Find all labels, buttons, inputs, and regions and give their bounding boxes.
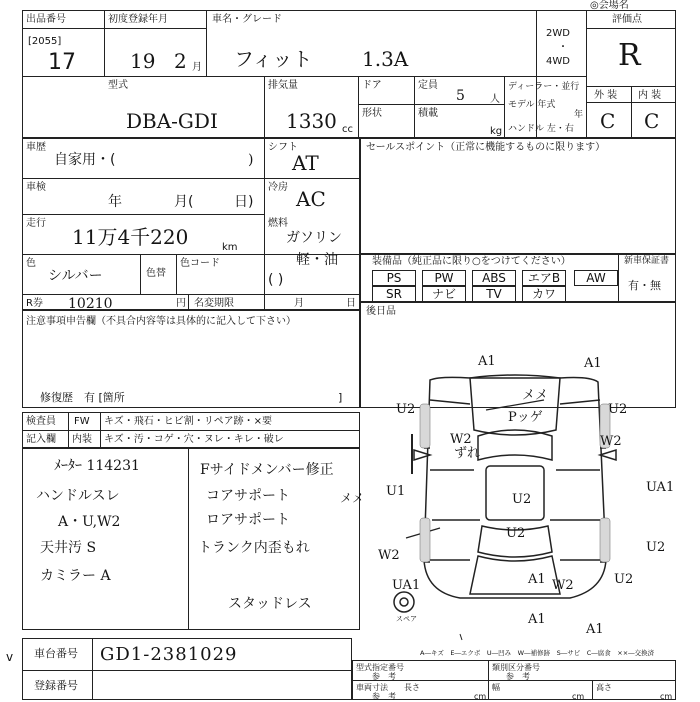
- door-label: ドア: [362, 80, 382, 91]
- selling-label: セールスポイント（正常に機能するものに限ります）: [366, 142, 606, 153]
- damage-mark: A1: [584, 356, 602, 371]
- equipment-item: ABS: [472, 270, 516, 286]
- fuel-value: ガソリン: [286, 230, 342, 246]
- recycle-unit: 円: [176, 298, 186, 309]
- load-label: 積載: [418, 108, 438, 119]
- notes-label: 注意事項申告欄（不具合内容等は具体的に記入して下さい）: [26, 316, 296, 327]
- history-label: 車歴: [26, 142, 46, 153]
- model-year-label: モデル 年式: [508, 100, 556, 110]
- handwritten-note: スタッドレス: [228, 596, 312, 612]
- height-unit: cm: [660, 692, 673, 701]
- class-label: 類別区分番号: [492, 663, 540, 672]
- capacity-unit: 人: [490, 94, 500, 105]
- shape-label: 形状: [362, 108, 382, 119]
- load-unit: kg: [490, 126, 503, 137]
- damage-mark: A1: [528, 612, 546, 627]
- handwritten-note: A・U,W2: [58, 514, 121, 530]
- drive-dot: ・: [558, 42, 568, 53]
- chassis-label: 車台番号: [34, 647, 78, 660]
- warranty-value: 有・無: [628, 279, 661, 292]
- damage-mark: W2: [600, 434, 622, 449]
- shift-label: シフト: [268, 142, 298, 153]
- color-code-label: 色コード: [180, 258, 220, 269]
- shift-value: AT: [292, 151, 319, 175]
- damage-mark: ずれ: [454, 446, 481, 461]
- equipment-item: カワ: [522, 286, 566, 302]
- name-change-month: 月: [294, 298, 304, 309]
- month-unit: 月: [192, 62, 202, 73]
- lot-label: 出品番号: [26, 14, 66, 25]
- damage-mark: U2: [614, 572, 634, 587]
- color-value: シルバー: [48, 268, 103, 284]
- spec-ref: 参 考: [372, 672, 396, 681]
- equipment-item: SR: [372, 286, 416, 302]
- damage-mark: U2: [506, 526, 526, 541]
- size-label: 車両寸法: [356, 683, 388, 692]
- first-reg-label: 初度登録年月: [108, 14, 168, 25]
- length-label: 長さ: [404, 683, 420, 692]
- fw-label: FW: [74, 416, 90, 427]
- first-reg-month: 2: [174, 49, 187, 73]
- handwritten-note: カミラー A: [40, 568, 111, 584]
- venue-label: ◎会場名: [590, 0, 629, 11]
- handwritten-note: ハンドルスレ: [36, 488, 120, 504]
- damage-mark: U1: [386, 484, 406, 499]
- name-change-label: 名変期限: [194, 298, 234, 309]
- repair-history: 修復歴 有 [箇所: [40, 391, 125, 404]
- dealer-label: ディーラー・並行: [508, 82, 580, 92]
- equipment-item: AW: [574, 270, 618, 286]
- handwritten-note: トランク内歪もれ: [198, 540, 310, 556]
- inspector-label: 検査員: [26, 416, 56, 427]
- damage-mark: W2: [378, 548, 400, 563]
- rating-value: R: [618, 38, 641, 73]
- handwritten-note: 天井汚 S: [40, 540, 97, 556]
- damage-mark: UA1: [392, 578, 421, 593]
- damage-mark: U2: [512, 492, 532, 507]
- model-label: 型式: [108, 80, 128, 91]
- lot-number: 17: [48, 50, 76, 75]
- capacity-value: 5: [456, 88, 465, 104]
- length-unit: cm: [474, 692, 487, 701]
- width-unit: cm: [572, 692, 585, 701]
- after-label: 後日品: [366, 306, 396, 317]
- damage-mark: U2: [646, 540, 666, 555]
- shaken-year: 年: [108, 194, 122, 210]
- damage-mark: W2: [552, 578, 574, 593]
- warranty-label: 新車保証書: [624, 256, 670, 266]
- mileage-value: 11万4千220: [72, 225, 189, 249]
- lot-code: [2055]: [28, 36, 62, 47]
- height-label: 高さ: [596, 683, 612, 692]
- handle-label: ハンドル 左・右: [508, 124, 574, 134]
- ac-value: AC: [296, 187, 326, 211]
- mileage-label: 走行: [26, 218, 46, 229]
- fuel-alt: 軽・油: [296, 252, 338, 268]
- damage-mark: U2: [608, 402, 628, 417]
- equipment-item: エアB: [522, 270, 566, 286]
- handwritten-note: ロアサポート: [206, 512, 290, 528]
- name-change-day: 日: [346, 298, 356, 309]
- equipment-item: PW: [422, 270, 466, 286]
- repair-close: ]: [338, 391, 343, 404]
- exterior-items: キズ・飛石・ヒビ割・リペア跡・×要: [104, 416, 272, 427]
- damage-mark: U2: [396, 402, 416, 417]
- handwritten-note: Fサイドメンバー修正: [200, 462, 334, 478]
- equipment-label: 装備品（純正品に限り○をつけてください）: [372, 256, 571, 267]
- exterior-grade: C: [600, 109, 616, 133]
- car-name-label: 車名・グレード: [212, 14, 282, 25]
- chassis-value: GD1-2381029: [100, 644, 238, 665]
- spare-label: スペア: [396, 615, 417, 623]
- rating-label: 評価点: [612, 14, 642, 25]
- interior-grade: C: [644, 109, 660, 133]
- damage-mark: A1: [478, 354, 496, 369]
- color-change-label: 色替: [146, 268, 166, 279]
- equipment-item: PS: [372, 270, 416, 286]
- shaken-month: 月(: [174, 194, 194, 210]
- class-ref: 参 考: [506, 672, 530, 681]
- disp-label: 排気量: [268, 80, 298, 91]
- disp-unit: cc: [342, 124, 353, 135]
- damage-mark: Pッゲ: [508, 410, 543, 425]
- handwritten-note: ﾒｰﾀｰ 114231: [54, 458, 140, 474]
- grade: 1.3A: [362, 47, 409, 71]
- interior-label2: 内装: [72, 434, 92, 445]
- handwritten-note: コアサポート: [206, 488, 290, 504]
- left-check-mark: v: [6, 650, 14, 664]
- interior-items: キズ・汚・コゲ・穴・ヌレ・キレ・破レ: [104, 434, 284, 445]
- damage-mark: A1: [528, 572, 546, 587]
- color-label: 色: [26, 258, 36, 269]
- mileage-unit: km: [222, 242, 238, 253]
- damage-legend: A―キズ E―エクボ U―凹み W―補修跡 S―サビ C―腐食 ××―交換済: [420, 649, 655, 657]
- model-value: DBA-GDI: [126, 109, 218, 133]
- interior-label: 内 装: [638, 90, 662, 101]
- damage-mark: UA1: [646, 480, 675, 495]
- disp-value: 1330: [286, 109, 337, 133]
- drive-4wd: 4WD: [546, 56, 570, 67]
- damage-mark: A1: [586, 622, 604, 637]
- exterior-label: 外 装: [594, 90, 618, 101]
- first-reg-year: 19: [130, 49, 156, 73]
- drive-2wd: 2WD: [546, 28, 570, 39]
- capacity-label: 定員: [418, 80, 438, 91]
- size-ref: 参 考: [372, 692, 396, 701]
- damage-mark: W2: [450, 432, 472, 447]
- width-label: 幅: [492, 683, 500, 692]
- damage-mark: メメ: [522, 388, 549, 403]
- inspector-label2: 記入欄: [26, 434, 56, 445]
- fuel-paren: ( ): [268, 272, 284, 288]
- shaken-day: 日): [234, 194, 254, 210]
- ac-label: 冷房: [268, 182, 288, 193]
- model-year-unit: 年: [574, 110, 584, 120]
- car-name: フィット: [234, 47, 313, 71]
- equipment-item: ナビ: [422, 286, 466, 302]
- notes-brace-mark: メメ: [340, 491, 365, 505]
- history-close: ): [248, 152, 254, 168]
- spec-label: 型式指定番号: [356, 663, 404, 672]
- equipment-item: TV: [472, 286, 516, 302]
- shaken-label: 車検: [26, 182, 46, 193]
- fuel-label: 燃料: [268, 218, 288, 229]
- recycle-value: 10210: [68, 296, 113, 312]
- recycle-label: R券: [26, 298, 43, 309]
- registration-label: 登録番号: [34, 679, 78, 692]
- history-value: 自家用・(: [54, 152, 116, 168]
